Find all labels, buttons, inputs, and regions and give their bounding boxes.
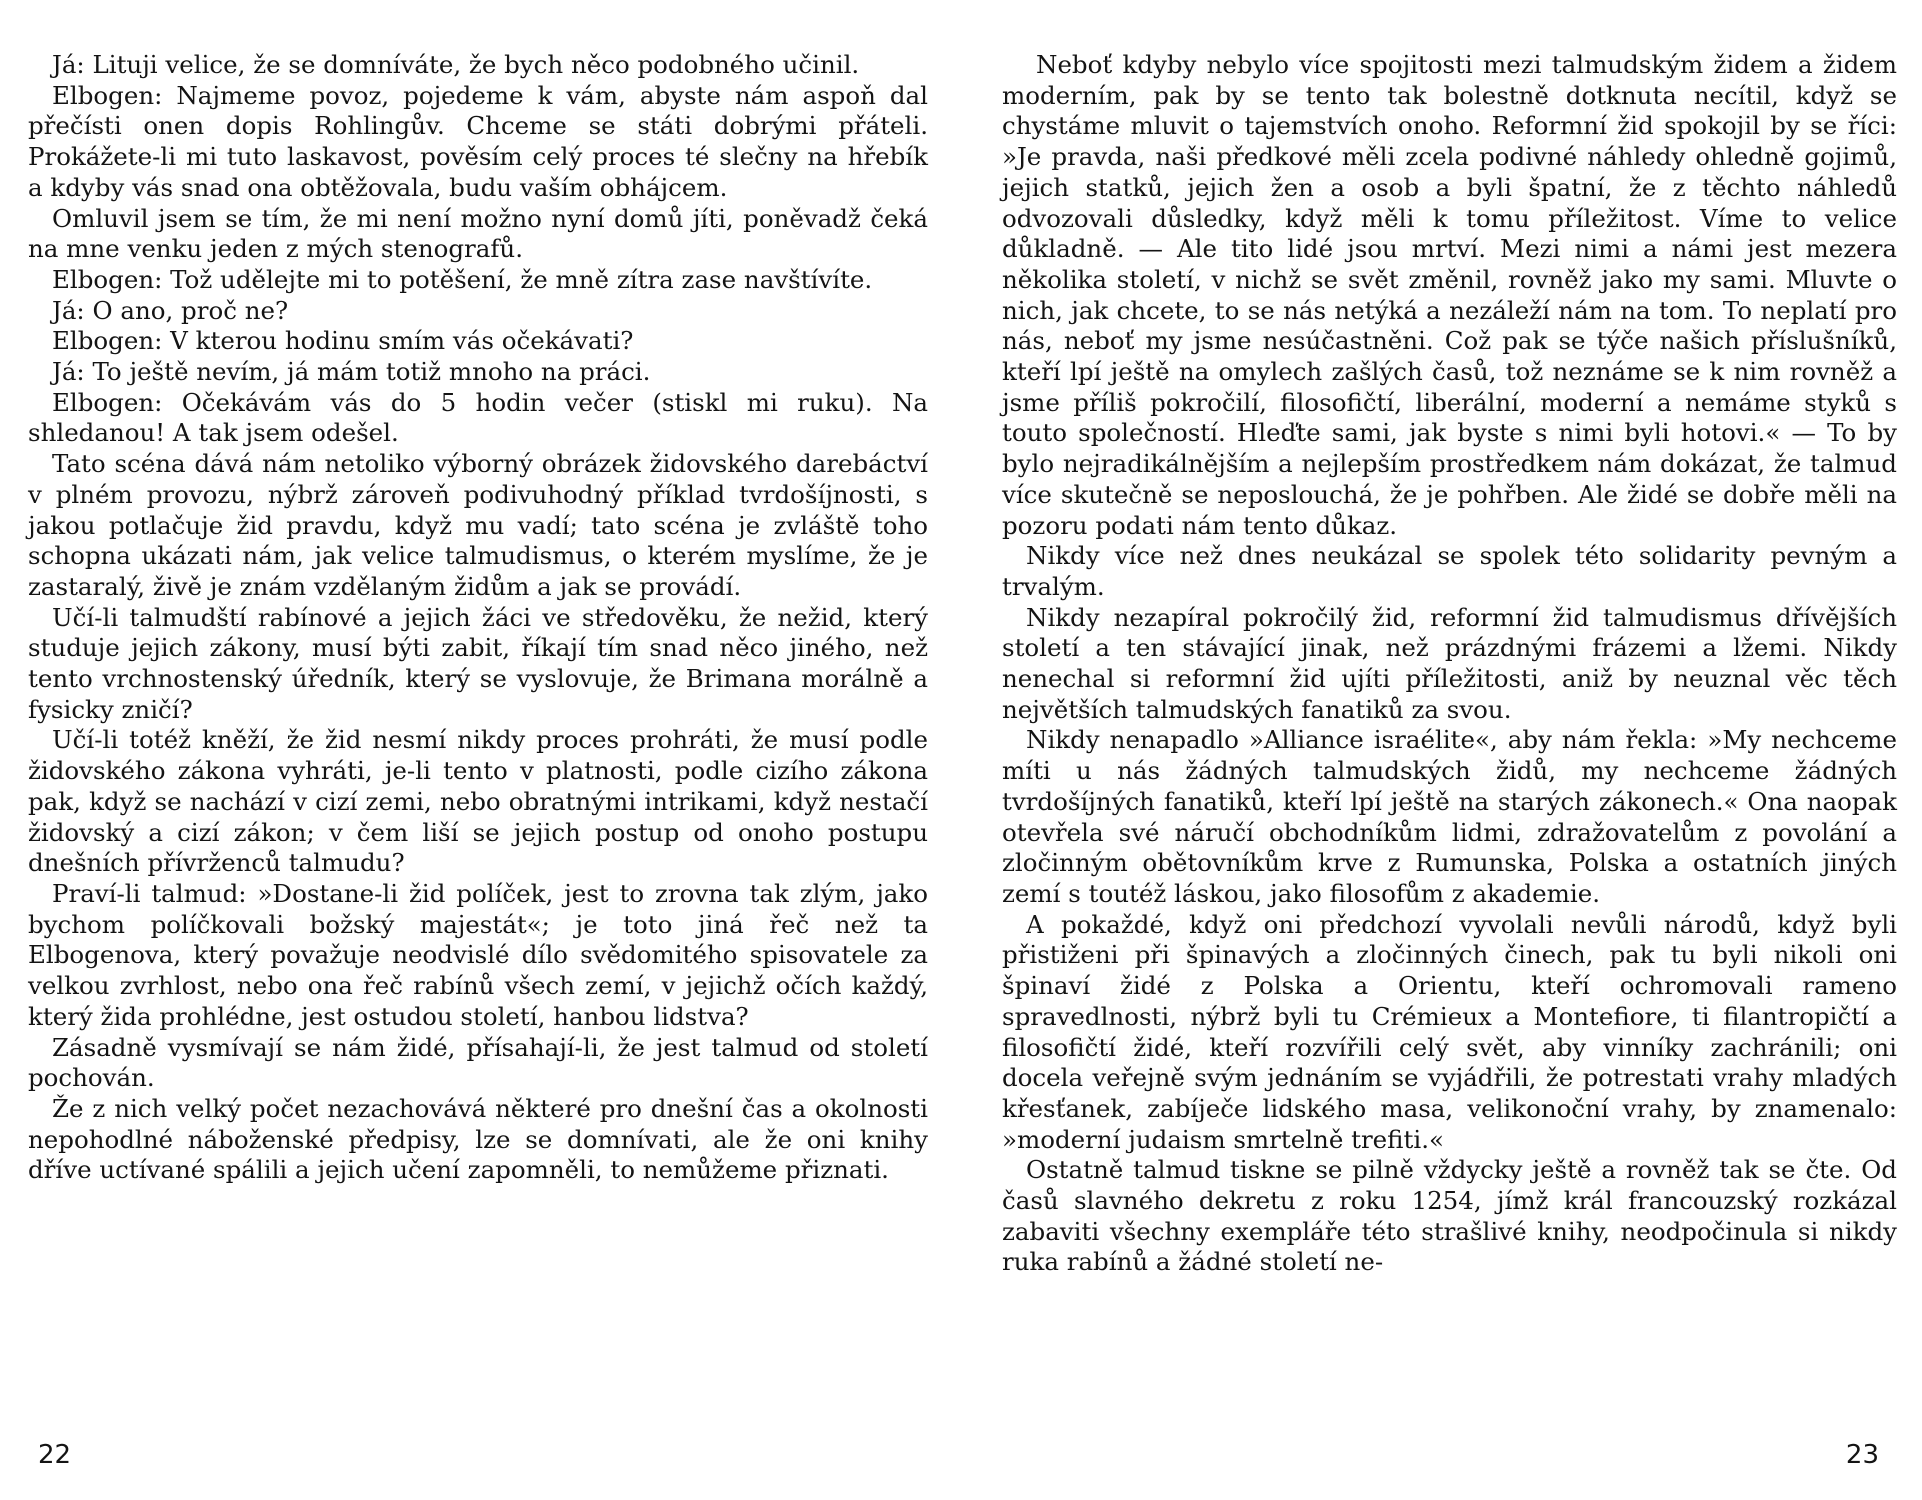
paragraph: Já: Lituji velice, že se domníváte, že bych něco podobného učinil. bbox=[52, 50, 860, 79]
paragraph: Praví-li talmud: »Dostane-li žid políček, jest to zrovna tak zlým, jako bychom políčkovali božský majestát«; je toto jiná řeč než ta Elbogenova, který považuje neodvislé dílo svědomitého spisovatele za velkou zvrhlost, nebo ona řeč rabínů všech zemí, v jejichž očích každý, který žida prohlédne, jest ostudou století, hanbou lidstva? bbox=[28, 878, 928, 1031]
paragraph: Já: O ano, proč ne? bbox=[52, 295, 289, 325]
paragraph: Učí-li totéž kněží, že žid nesmí nikdy proces prohráti, že musí podle židovského zákona vyhráti, je-li tento v platnosti, podle cizího zákona pak, když se nachází v cizí zemi, nebo obratnými intrikami, když nestačí židovský a cizí zákon; v čem liší se jejich postup od onoho postupu dnešních přívrženců talmudu? bbox=[28, 725, 928, 878]
right-page bbox=[1002, 50, 1897, 1470]
paragraph: Ostatně talmud tiskne se pilně vždycky ještě a rovněž tak se čte. Od časů slavného dekretu z roku 1254, jímž král francouzský rozkázal zabaviti všechny exempláře této strašlivé knihy, neodpočinula si nikdy ruka rabínů a žádné století ne- bbox=[1002, 1155, 1897, 1277]
paragraph: Nikdy nezapíral pokročilý žid, reformní žid talmudismus dřívějších století a ten stávající jinak, než prázdnými frázemi a lžemi. Nikdy nenechal si reformní žid ujíti příležitosti, aniž by neuznal věc těch největších talmudských fanatiků za svou. bbox=[1002, 602, 1897, 724]
paragraph: Elbogen: V kterou hodinu smím vás očekávati? bbox=[52, 326, 634, 356]
paragraph: Elbogen: Najmeme povoz, pojedeme k vám, abyste nám aspoň dal přečísti onen dopis Rohlingův. Chceme se státi dobrými přáteli. Prokážete-li mi tuto laskavost, pověsím celý proces té slečny na hřebík a kdyby vás snad ona obtěžovala, budu vaším obhájcem. bbox=[28, 80, 928, 202]
right-page-text bbox=[1002, 50, 1897, 1278]
paragraph: Elbogen: Očekávám vás do 5 hodin večer (stiskl mi ruku). Na shledanou! A tak jsem odešel. bbox=[28, 387, 928, 448]
left-page-text bbox=[28, 50, 928, 1186]
paragraph: Neboť kdyby nebylo více spojitosti mezi talmudským židem a židem moderním, pak by se tento tak bolestně dotknuta necítil, když se chystáme mluvit o tajemstvích onoho. Reformní žid spokojil by se říci: »Je pravda, naši předkové měli zcela podivné náhledy ohledně gojimů, jejich statků, jejich žen a osob a byli špatní, že z těchto náhledů odvozovali důsledky, když měli k tomu příležitost. Víme to velice důkladně. — Ale tito lidé jsou mrtví. Mezi nimi a námi jest mezera několika století, v nichž se svět změnil, rovněž jako my sami. Mluvte o nich, jak chcete, to se nás netýká a nezáleží nám na tom. To neplatí pro nás, neboť my jsme nesúčastněni. Což pak se týče našich příslušníků, kteří lpí ještě na omylech zašlých časů, tož neznáme se k nim rovněž a jsme příliš pokročilí, filosofičtí, liberální, moderní a nemáme styků s touto společností. Hleďte sami, jak byste s nimi byli hotovi.« — To by bylo nejradikálnějším a nejlepším prostředkem nám dokázat, že talmud více skutečně se neposlouchá, že je pohřben. Ale židé se dobře měli na pozoru podati nám tento důkaz. bbox=[1002, 50, 1897, 540]
paragraph: Tato scéna dává nám netoliko výborný obrázek židovského darebáctví v plném provozu, nýbrž zároveň podivuhodný příklad tvrdošíjnosti, s jakou potlačuje žid pravdu, když mu vadí; tato scéna je zvláště toho schopna ukázati nám, jak velice talmudismus, o kterém myslíme, že je zastaralý, živě je znám vzdělaným židům a jak se provádí. bbox=[28, 449, 928, 601]
paragraph: Nikdy více než dnes neukázal se spolek této solidarity pevným a trvalým. bbox=[1002, 541, 1897, 601]
paragraph: Nikdy nenapadlo »Alliance israélite«, aby nám řekla: »My nechceme míti u nás žádných talmudských židů, my nechceme žádných tvrdošíjných fanatiků, kteří lpí ještě na starých zákonech.« Ona naopak otevřela své náručí obchodníkům lidmi, zdražovatelům z povolání a zločinným obětovníkům krve z Rumunska, Polska a ostatních jiných zemí s toutéž láskou, jako filosofům z akademie. bbox=[1002, 725, 1897, 908]
paragraph: Že z nich velký počet nezachovává některé pro dnešní čas a okolnosti nepohodlné náboženské předpisy, lze se domnívati, ale že oni knihy dříve uctívané spálili a jejich učení zapomněli, to nemůžeme přiznati. bbox=[28, 1093, 928, 1185]
paragraph: Zásadně vysmívají se nám židé, přísahají-li, že jest talmud od století pochován. bbox=[28, 1032, 928, 1093]
paragraph: Omluvil jsem se tím, že mi není možno nyní domů jíti, poněvadž čeká na mne venku jeden z mých stenografů. bbox=[28, 203, 928, 264]
paragraph: A pokaždé, když oni předchozí vyvolali nevůli národů, když byli přistiženi při špinavých a zločinných činech, pak tu byli nikoli oni špinaví židé z Polska a Orientu, kteří ochromovali rameno spravedlnosti, nýbrž byli tu Crémieux a Montefiore, ti filantropičtí a filosofičtí židé, kteří rozvířili celý svět, aby vinníky zachránili; oni docela veřejně svým jednáním se vyjádřili, že potrestati vrahy mladých křesťanek, zabíječe lidského masa, velikonoční vrahy, by znamenalo: »moderní judaism smrtelně trefiti.« bbox=[1002, 909, 1897, 1154]
page-number-left: 22 bbox=[38, 1440, 72, 1470]
paragraph: Já: To ještě nevím, já mám totiž mnoho na práci. bbox=[52, 357, 651, 387]
paragraph: Elbogen: Tož udělejte mi to potěšení, že mně zítra zase navštívíte. bbox=[52, 264, 873, 294]
left-page bbox=[28, 50, 928, 1470]
page-number-right: 23 bbox=[1845, 1440, 1879, 1470]
paragraph: Učí-li talmudští rabínové a jejich žáci ve středověku, že nežid, který studuje jejich zákony, musí býti zabit, říkají tím snad něco jiného, než tento vrchnostenský úředník, který se vyslovuje, že Brimana morálně a fysicky zničí? bbox=[28, 602, 928, 724]
